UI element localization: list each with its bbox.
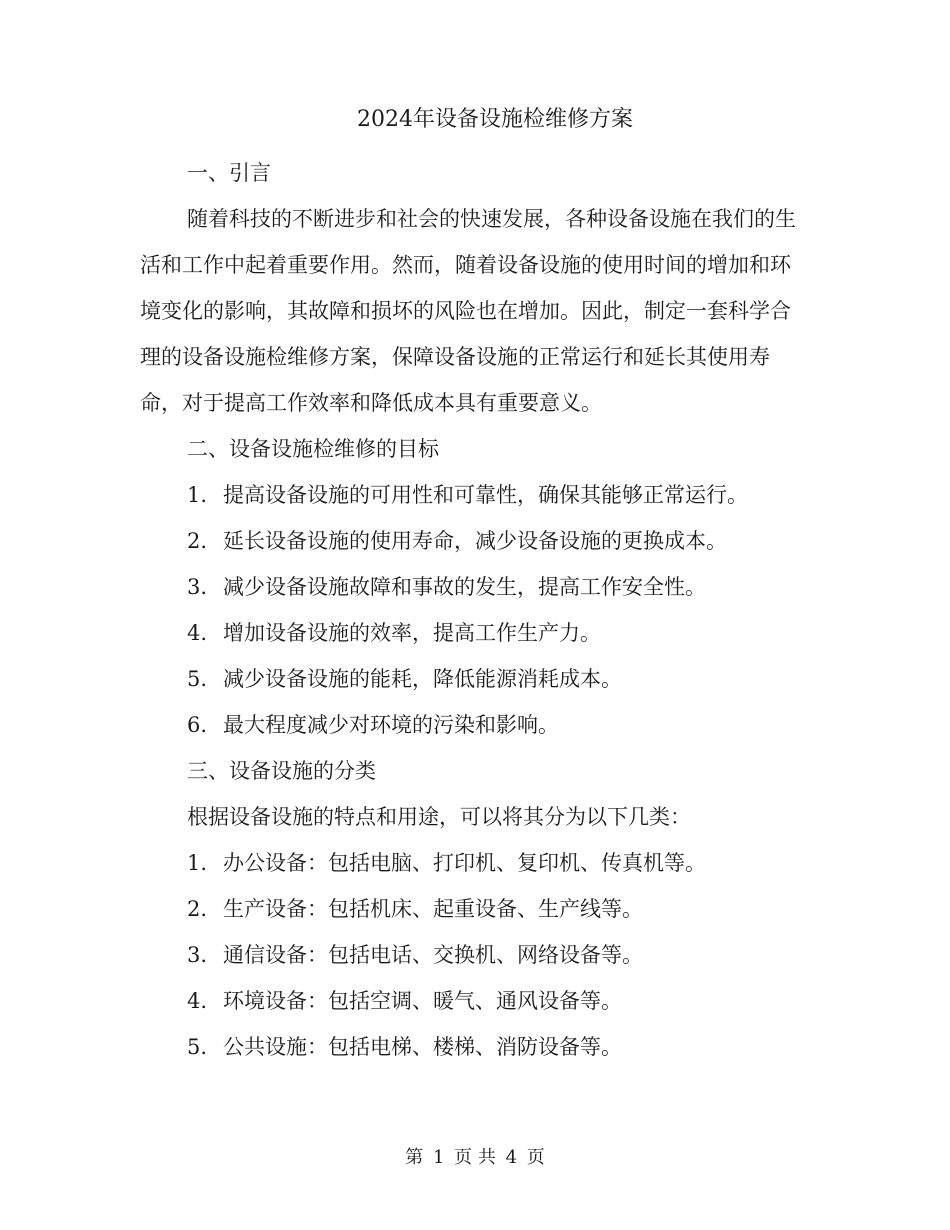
list-item: 3. 减少设备设施故障和事故的发生，提高工作安全性。 bbox=[187, 575, 706, 599]
footer-middle: 页 共 bbox=[454, 1147, 496, 1168]
intro-paragraph: 随着科技的不断进步和社会的快速发展，各种设备设施在我们的生活和工作中起着重要作用。然而，随着设备设施的使用时间的增加和环境变化的影响，其故障和损坏的风险也在增加。因此，制定一套科学合理的设备设施检维修方案，保障设备设施的正常运行和延长其使用寿命，对于提高工作效率和降低成本具有重要意义。 bbox=[140, 207, 796, 415]
section-heading-categories: 三、设备设施的分类 bbox=[187, 759, 376, 783]
section-heading-goals: 二、设备设施检维修的目标 bbox=[187, 437, 439, 461]
page-footer bbox=[0, 1144, 950, 1172]
section-heading-intro: 一、引言 bbox=[187, 161, 271, 185]
list-item: 5. 减少设备设施的能耗，降低能源消耗成本。 bbox=[187, 667, 622, 691]
page-total: 4 bbox=[505, 1147, 518, 1168]
list-item: 4. 环境设备：包括空调、暖气、通风设备等。 bbox=[187, 989, 622, 1013]
footer-suffix: 页 bbox=[526, 1147, 545, 1168]
document-title: 2024年设备设施检维修方案 bbox=[357, 107, 633, 132]
footer-prefix: 第 bbox=[405, 1147, 424, 1168]
list-item: 2. 生产设备：包括机床、起重设备、生产线等。 bbox=[187, 897, 643, 921]
list-item: 3. 通信设备：包括电话、交换机、网络设备等。 bbox=[187, 943, 643, 967]
page-number: 1 bbox=[432, 1147, 445, 1168]
list-item: 1. 办公设备：包括电脑、打印机、复印机、传真机等。 bbox=[187, 851, 706, 875]
goals-list bbox=[140, 472, 800, 748]
list-item: 2. 延长设备设施的使用寿命，减少设备设施的更换成本。 bbox=[187, 529, 727, 553]
list-item: 5. 公共设施：包括电梯、楼梯、消防设备等。 bbox=[187, 1035, 622, 1059]
categories-intro: 根据设备设施的特点和用途，可以将其分为以下几类： bbox=[187, 805, 691, 829]
list-item: 6. 最大程度减少对环境的污染和影响。 bbox=[187, 713, 559, 737]
list-item: 1. 提高设备设施的可用性和可靠性，确保其能够正常运行。 bbox=[187, 483, 748, 507]
categories-list bbox=[140, 840, 800, 1070]
list-item: 4. 增加设备设施的效率，提高工作生产力。 bbox=[187, 621, 601, 645]
